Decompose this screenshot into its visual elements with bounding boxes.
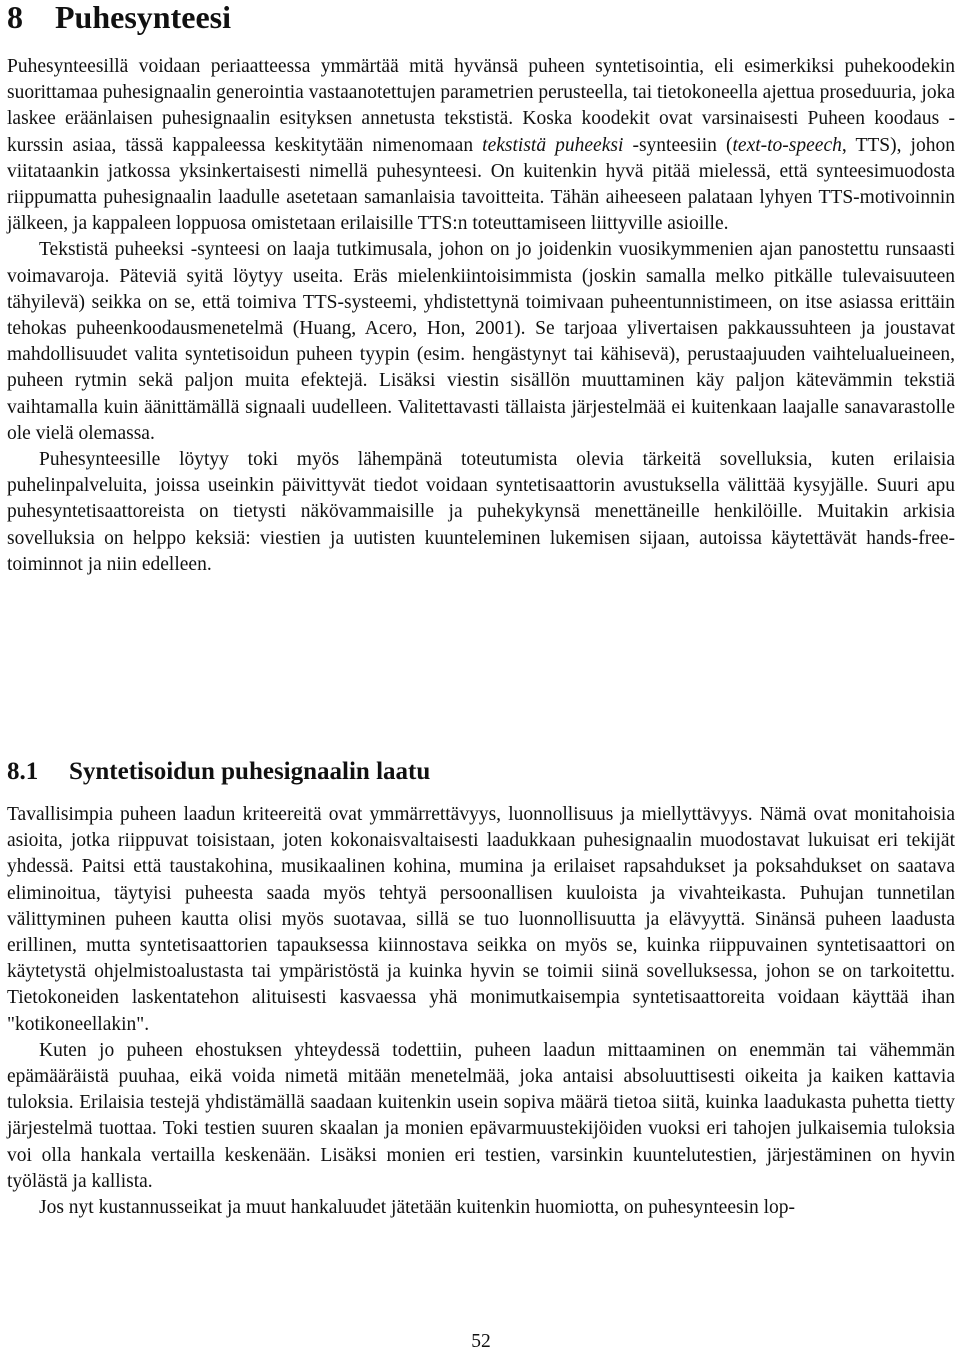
chapter-body <box>7 54 955 578</box>
emphasis-text: tekstistä puheeksi <box>482 134 624 156</box>
paragraph-intro <box>7 54 955 237</box>
paragraph-quality-measurement: Kuten jo puheen ehostuksen yhteydessä todettiin, puheen laadun mittaaminen on enemmän tai vähemmän epämääräistä puuhaa, eikä voida nimetä mitään menetelmää, joka antaisi absoluuttisesti oikeita ja kaiken kattavia tuloksia. Erilaisia testejä yhdistämällä saadaan kuitenkin usein sopiva määrä tietoa siitä, kuinka laadukasta puhetta tietty järjestelmä tuottaa. Toki testien suuren skaalan ja monien epävarmuustekijöiden vuoksi eri tahojen julkaisemia tuloksia voi olla hankala vertailla keskenään. Lisäksi monien eri testien, varsinkin kuuntelutestien, järjestäminen on hyvin työlästä ja kallista. <box>7 1039 955 1192</box>
section-number: 8.1 <box>7 758 39 785</box>
paragraph-applications: Puhesynteesille löytyy toki myös lähempänä toteutumista olevia tärkeitä sovelluksia, kuten erilaisia puhelinpalveluita, joissa useinkin päivittyvät tiedot voidaan syntetisaattorin avustuksella välittää kysyjälle. Suuri apu puhesyntetisaattoreista on tietysti näkövammaisille ja puhekykynsä menettäneille henkilöille. Muitakin arkisia sovelluksia on helppo keksiä: viestien ja uutisten kuunteleminen lukemisen sijaan, autoissa käytettävät hands-free-toiminnot ja niin edelleen. <box>7 449 955 575</box>
emphasis-text: text-to-speech <box>732 134 842 156</box>
paragraph-text: , TTS), johon viitataankin jatkossa yksinkertaisesti nimellä puhesynteesi. On kuitenkin hyvä pitää mielessä, että synteesimuodosta riippumatta puhesignaalin laadulle asetetaan samanlaisia tavoitteita. Tähän aiheeseen palataan lyhyen TTS-motivoinnin jälkeen, ja kappaleen loppuosa omistetaan erilaisille TTS:n toteuttamiseen liittyville asioille. <box>7 134 955 235</box>
page-number: 52 <box>471 1331 491 1352</box>
section-heading <box>7 757 430 787</box>
chapter-number: 8 <box>7 0 23 35</box>
paragraph-research: Tekstistä puheeksi -synteesi on laaja tutkimusala, johon on jo joidenkin vuosikymmenien ajan panostettu runsaasti voimavaroja. Päteviä syitä löytyy useita. Eräs mielenkiintoisimmista (joskin samalla melko pitkälle tulevaisuuteen tähyilevä) seikka on se, että toimiva TTS-systeemi, yhdistettynä toimivaan puheentunnistimeen, on itse asiassa erittäin tehokas puheenkoodausmenetelmä (Huang, Acero, Hon, 2001). Se tarjoaa ylivertaisen pakkaussuhteen ja joustavat mahdollisuudet valita syntetisoidun puheen tyypin (esim. hengästynyt tai kähisevä), perustaajuuden vaihtelualueineen, puheen rytmin sekä paljon muita efektejä. Lisäksi viestin sisällön muuttaminen käy paljon kätevämmin tekstiä vaihtamalla kuin äänittämällä signaali uudelleen. Valitettavasti tällaista järjestelmää ei kuitenkaan laajalle sanavarastolle ole vielä olemassa. <box>7 239 955 444</box>
section-body <box>7 802 955 1221</box>
section-title: Syntetisoidun puhesignaalin laatu <box>69 758 431 785</box>
chapter-title: Puhesynteesi <box>55 0 231 35</box>
paragraph-quality-criteria: Tavallisimpia puheen laadun kriteereitä ovat ymmärrettävyys, luonnollisuus ja miellyttävyys. Nämä ovat monitahoisia asioita, jotka riippuvat toisistaan, joten kokonaisvaltaisesti laadukkaan puhesignaalin muodostavat lukuisat eri tekijät yhdessä. Paitsi että taustakohina, musikaalinen kohina, mumina ja erilaiset rapsahdukset ja poksahdukset on saatava eliminoitua, täytyisi puheesta saada myös tehtyä persoonallisen kuuloista ja vivahteikasta. Puhujan tunnetilan välittyminen puheen kautta olisi myös suotavaa, sillä se tuo luonnollisuutta ja elävyyttä. Sinänsä puheen laadusta erillinen, mutta syntetisaattorien tapauksessa kiinnostava seikka on myös se, kuinka riippuvainen syntetisaattori on käytetystä ohjelmistoalustasta tai ympäristöstä ja kuinka hyvin se toimii siinä sovelluksessa, johon se on tarkoitettu. Tietokoneiden laskentatehon alituisesti kasvaessa yhä monimutkaisempia syntetisaattoreita voidaan käyttää ihan "kotikoneellakin". <box>7 804 955 1035</box>
paragraph-text: Puhesynteesillä voidaan periaatteessa ymmärtää mitä hyvänsä puheen syntetisointia, eli esimerkiksi puhekoodekin suorittamaa puhesignaalin generointia vastaanotettujen parametrien perusteella, tai tietokoneella ajettua proseduuria, joka laskee eräänlaisen puhesignaalin esityksen annetusta tekstistä. Koska koodekit ovat varsinaisesti Puheen koodaus -kurssin asiaa, tässä kappaleessa keskitytään nimenomaan <box>7 56 955 156</box>
paragraph-continuation: Jos nyt kustannusseikat ja muut hankaluudet jätetään kuitenkin huomiotta, on puhesynteesin lop- <box>39 1197 796 1219</box>
chapter-heading <box>7 0 231 36</box>
paragraph-text: -synteesiin ( <box>623 134 733 156</box>
